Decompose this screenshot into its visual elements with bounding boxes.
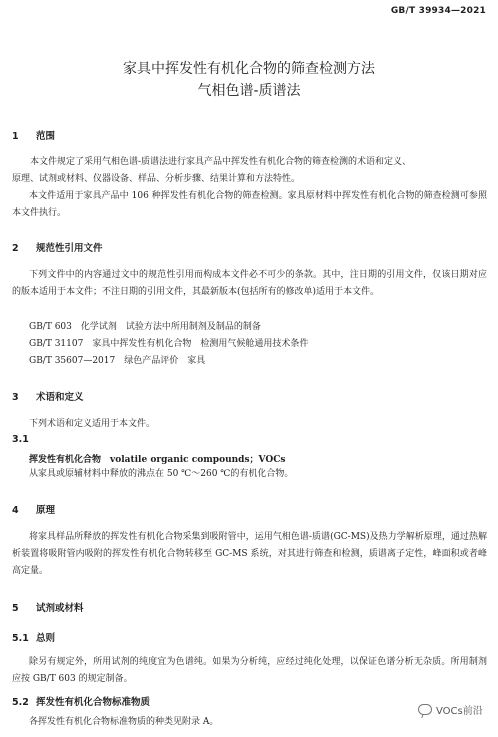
document-subtitle: 气相色谱-质谱法	[197, 83, 301, 99]
section-number: 3	[12, 392, 19, 403]
section-4-heading	[12, 502, 55, 516]
section-number: 2	[12, 243, 19, 254]
subsection-5-2-heading	[12, 694, 150, 708]
subsection-number: 5.1	[12, 633, 29, 644]
subsection-number: 5.2	[12, 697, 29, 708]
section-1-paragraph-1-cont: 原理、试剂或材料、仪器设备、样品、分析步骤、结果计算和方法特性。	[12, 174, 301, 184]
watermark-text: VOCs前沿	[436, 706, 483, 717]
section-title: 规范性引用文件	[36, 243, 103, 254]
normative-reference: GB/T 35607—2017 绿色产品评价 家具	[29, 356, 206, 366]
section-title: 范围	[36, 131, 56, 142]
section-1-heading	[12, 128, 55, 142]
section-title: 术语和定义	[36, 392, 84, 403]
section-5-heading	[12, 600, 84, 614]
section-3-heading	[12, 389, 84, 403]
section-1-paragraph-2: 本文件适用于家具产品中 106 种挥发性有机化合物的筛查检测。家具原材料中挥发性有机化合物的筛查检测可参照本文件执行。	[12, 191, 487, 218]
section-1-paragraph-1	[29, 154, 487, 171]
wechat-icon	[418, 704, 432, 715]
subsection-5-2-paragraph: 各挥发性有机化合物标准物质的种类见附录 A。	[29, 717, 219, 727]
term-entry: 挥发性有机化合物 volatile organic compounds；VOCs	[29, 455, 286, 465]
subsection-title: 挥发性有机化合物标准物质	[36, 697, 151, 708]
section-number: 4	[12, 505, 19, 516]
subsection-title: 总则	[36, 633, 56, 644]
section-number: 1	[12, 131, 19, 142]
document-title: 家具中挥发性有机化合物的筛查检测方法	[123, 61, 375, 77]
section-2-heading	[12, 240, 103, 254]
normative-reference: GB/T 603 化学试剂 试验方法中所用制剂及制品的制备	[29, 322, 261, 332]
section-3-paragraph-1: 下列术语和定义适用于本文件。	[29, 419, 156, 429]
subsection-5-1-heading	[12, 630, 55, 644]
normative-reference: GB/T 31107 家具中挥发性有机化合物 检测用气候舱通用技术条件	[29, 339, 309, 349]
standard-code: GB/T 39934—2021	[390, 6, 486, 16]
section-4-paragraph-1: 将家具样品所释放的挥发性有机化合物采集到吸附管中，运用气相色谱-质谱(GC-MS)及热力学解析原理，通过热解析装置将吸附管内吸附的挥发性有机化合物转移至 GC-MS 系统，对其进行筛查和检测，质谱离子定性，峰面积或者峰高定量。	[12, 532, 487, 576]
section-2-paragraph-1: 下列文件中的内容通过文中的规范性引用而构成本文件必不可少的条款。其中，注日期的引用文件，仅该日期对应的版本适用于本文件；不注日期的引用文件，其最新版本(包括所有的修改单)适用于本文件。	[12, 270, 487, 297]
section-title: 原理	[36, 505, 56, 516]
subsection-3-1-number: 3.1	[12, 434, 29, 445]
term-definition: 从家具或原辅材料中释放的沸点在 50 ℃～260 ℃的有机化合物。	[29, 469, 294, 479]
watermark	[418, 702, 483, 717]
paragraph-line: 本文件规定了采用气相色谱-质谱法进行家具产品中挥发性有机化合物的筛查检测的术语和定义、	[30, 157, 412, 167]
subsection-5-1-paragraph: 除另有规定外，所用试剂的纯度宜为色谱纯。如果为分析纯，应经过纯化处理，以保证色谱分析无杂质。所用制剂应按 GB/T 603 的规定制备。	[12, 657, 487, 684]
section-number: 5	[12, 603, 19, 614]
section-title: 试剂或材料	[36, 603, 84, 614]
